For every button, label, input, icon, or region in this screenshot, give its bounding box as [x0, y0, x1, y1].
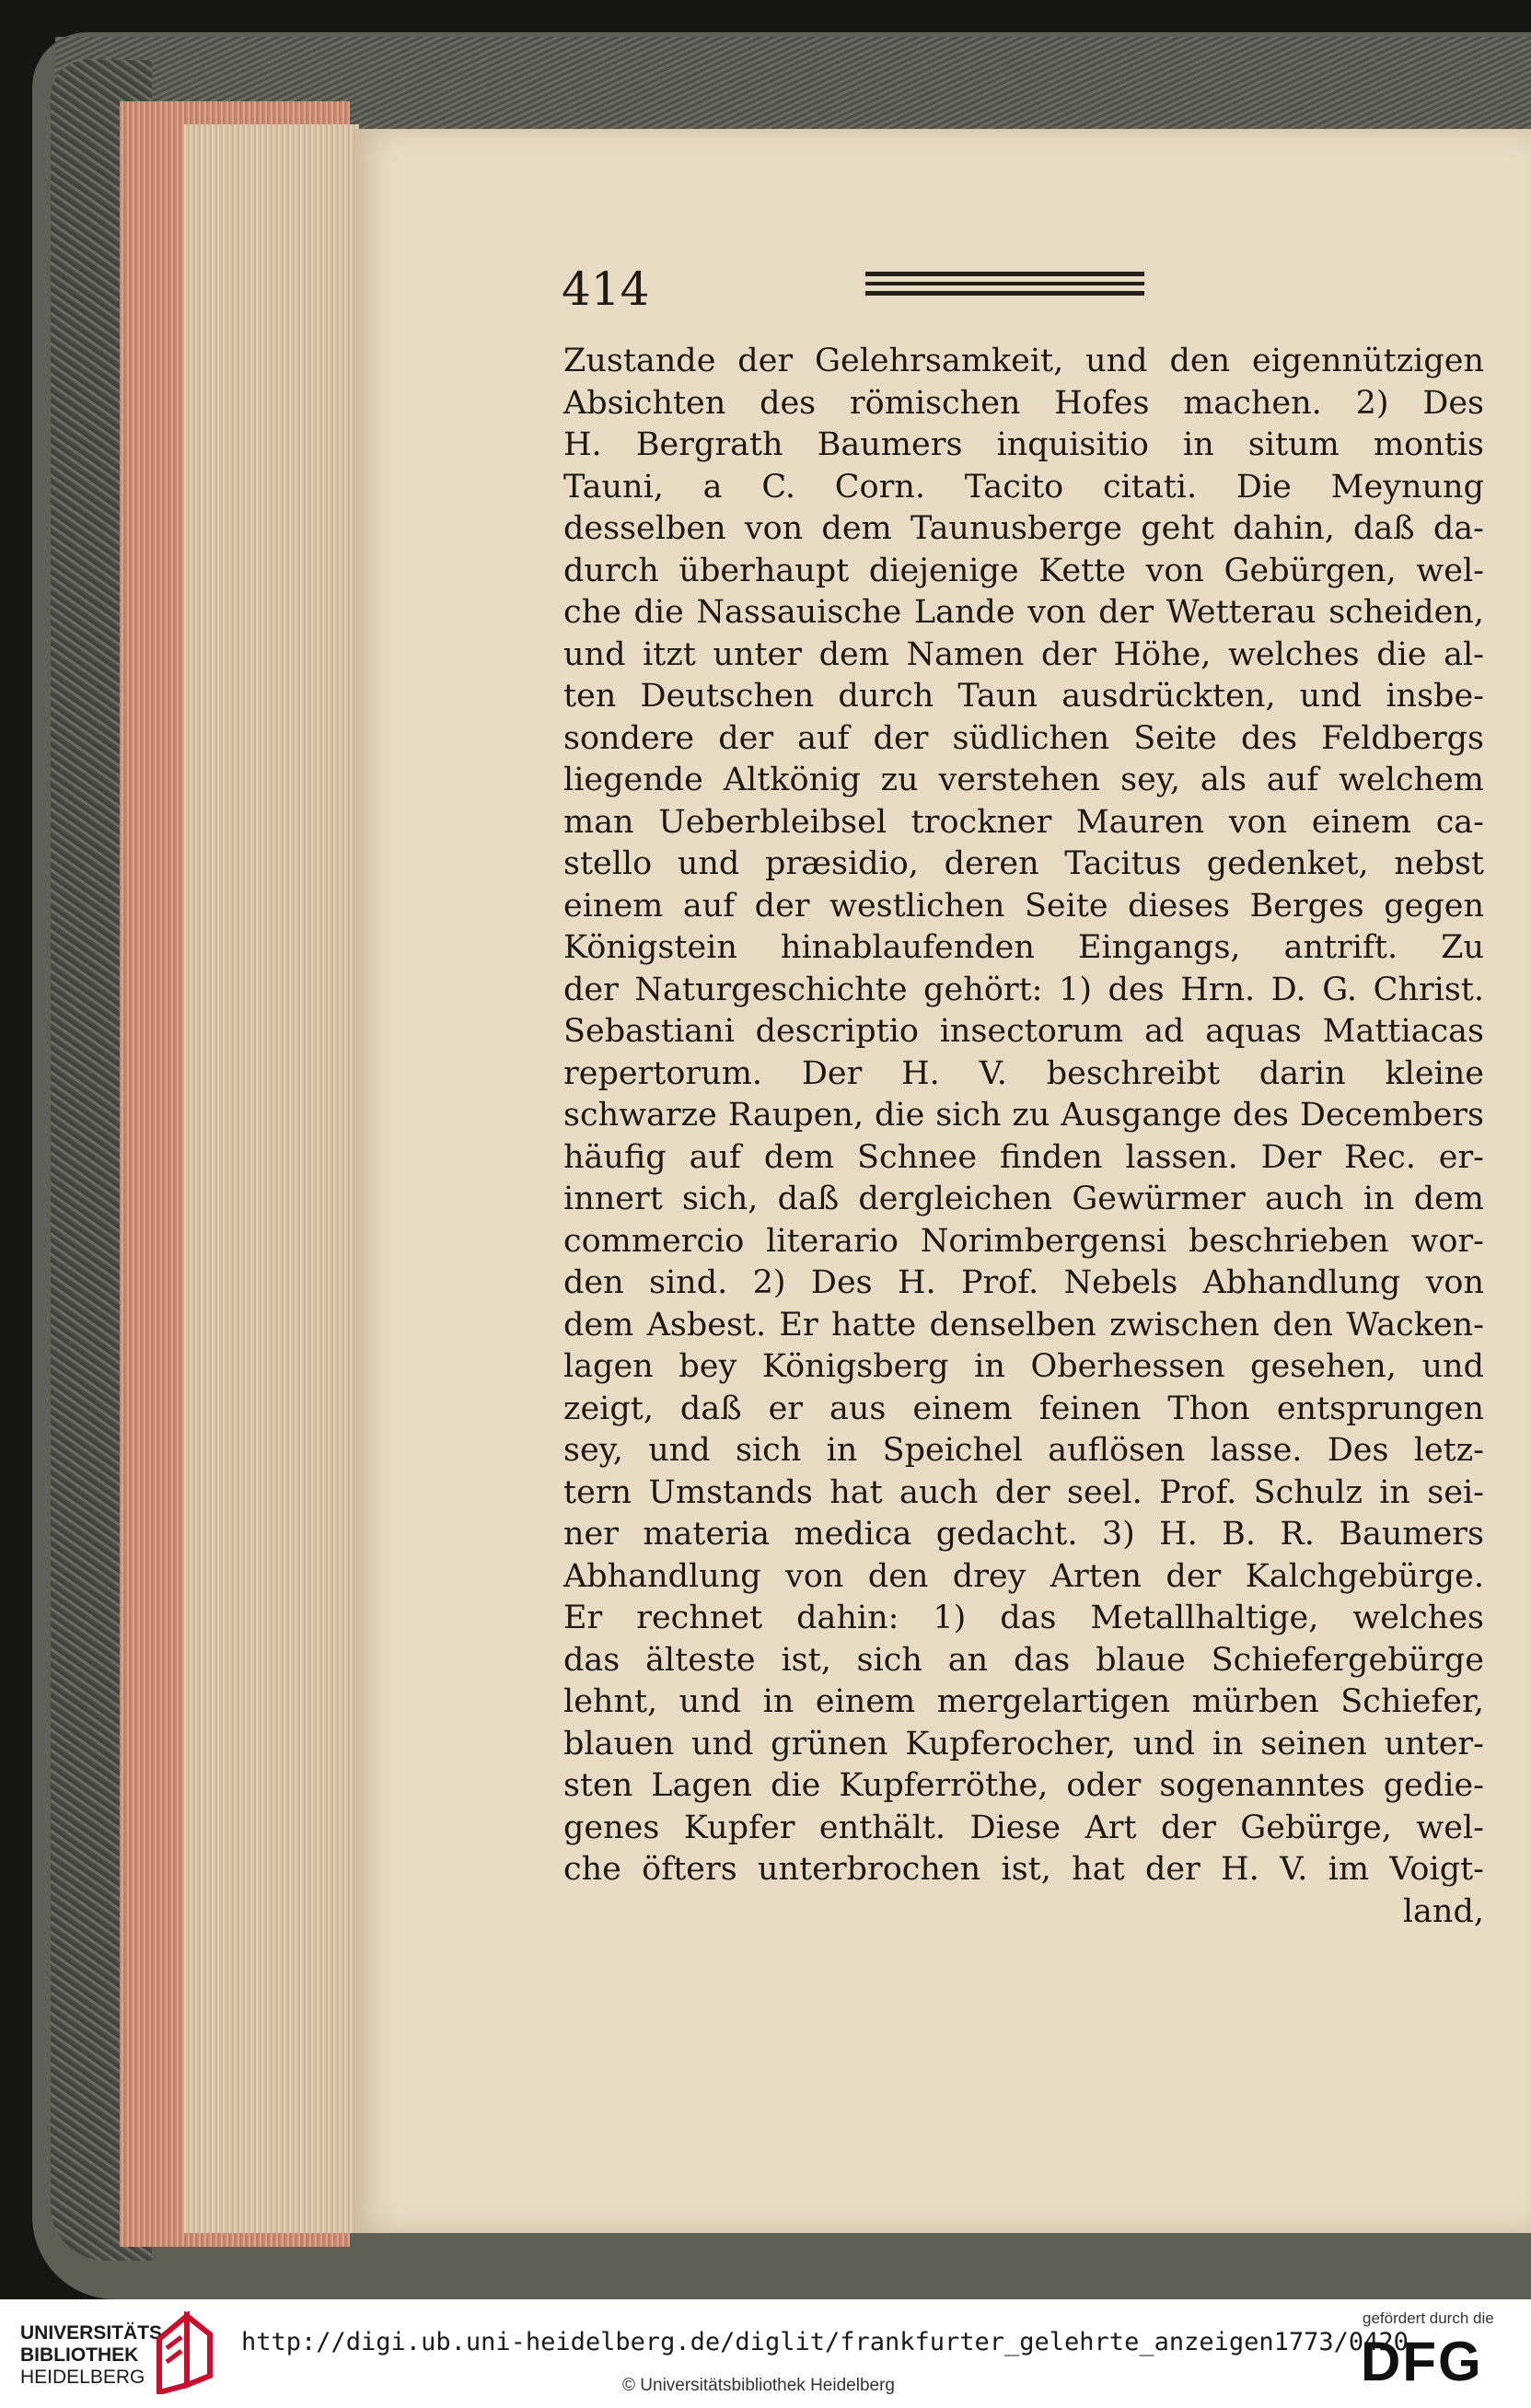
- logo-line: HEIDELBERG: [20, 2367, 145, 2388]
- text-line: man Ueberbleibsel trockner Mauren von einem ca-: [563, 803, 1484, 841]
- text-line: commercio literario Norimbergensi beschrieben wor-: [563, 1222, 1484, 1260]
- text-line: ten Deutschen durch Taun ausdrückten, und insbe-: [563, 678, 1484, 715]
- text-line: lagen bey Königsberg in Oberhessen gesehen, und: [563, 1348, 1484, 1385]
- text-line: zeigt, daß er aus einem feinen Thon entsprungen: [563, 1390, 1484, 1427]
- text-line: lehnt, und in einem mergelartigen mürben Schiefer,: [563, 1683, 1484, 1720]
- text-line: stello und præsidio, deren Tacitus gedenket, nebst: [563, 845, 1484, 882]
- text-line: einem auf der westlichen Seite dieses Berges gegen: [563, 887, 1484, 925]
- text-line: H. Bergrath Baumers inquisitio in situm montis: [563, 426, 1484, 463]
- text-line: Abhandlung von den drey Arten der Kalchgebürge.: [563, 1557, 1484, 1595]
- page-text: [563, 341, 1484, 1961]
- text-line: genes Kupfer enthält. Diese Art der Gebürge, wel-: [563, 1809, 1484, 1846]
- text-line: häufig auf dem Schnee finden lassen. Der Rec. er-: [563, 1138, 1484, 1176]
- text-line: Er rechnet dahin: 1) das Metallhaltige, welches: [563, 1600, 1484, 1636]
- text-line: ner materia medica gedacht. 3) H. B. R. Baumers: [563, 1516, 1484, 1553]
- text-line: sey, und sich in Speichel auflösen lasse. Des letz-: [563, 1432, 1484, 1469]
- text-line: das älteste ist, sich an das blaue Schiefergebürge: [563, 1641, 1484, 1679]
- funded-by-label: gefördert durch die: [1363, 2309, 1494, 2327]
- text-line: dem Asbest. Er hatte denselben zwischen den Wacken-: [563, 1306, 1484, 1344]
- text-line: liegende Altkönig zu verstehen sey, als auf welchem: [563, 762, 1484, 798]
- library-logo-icon: [150, 2311, 215, 2394]
- text-line: den sind. 2) Des H. Prof. Nebels Abhandlung von: [563, 1264, 1484, 1301]
- text-line: che öfters unterbrochen ist, hat der H. V. im Voigt-: [563, 1851, 1484, 1888]
- logo-line: UNIVERSITÄTS-: [20, 2322, 169, 2344]
- text-line: schwarze Raupen, die sich zu Ausgange des Decembers: [563, 1097, 1484, 1134]
- text-line: der Naturgeschichte gehört: 1) des Hrn. D. G. Christ.: [563, 971, 1484, 1008]
- text-line: Sebastiani descriptio insectorum ad aquas Mattiacas: [563, 1013, 1484, 1050]
- page-edges: [184, 124, 359, 2233]
- text-line: sondere der auf der südlichen Seite des Feldbergs: [563, 719, 1484, 757]
- dfg-logo: DFG: [1361, 2331, 1483, 2392]
- text-line: sten Lagen die Kupferröthe, oder sogenanntes gedie-: [563, 1767, 1484, 1804]
- source-url-link[interactable]: http://digi.ub.uni-heidelberg.de/diglit/frankfurter_gelehrte_anzeigen1773/0420: [241, 2328, 1409, 2356]
- text-line: Absichten des römischen Hofes machen. 2) Des: [563, 384, 1484, 422]
- text-line: che die Nassauische Lande von der Wetterau scheiden,: [563, 594, 1484, 631]
- header-rule: [865, 272, 1144, 296]
- text-line: Zustande der Gelehrsamkeit, und den eigennützigen: [563, 343, 1484, 379]
- copyright-notice: © Universitätsbibliothek Heidelberg: [622, 2376, 895, 2395]
- text-line: desselben von dem Taunusberge geht dahin, daß da-: [563, 510, 1484, 547]
- text-line: repertorum. Der H. V. beschreibt darin kleine: [563, 1054, 1484, 1092]
- text-line: innert sich, daß dergleichen Gewürmer auch in dem: [563, 1181, 1484, 1217]
- text-line: blauen und grünen Kupferocher, und in seinen unter-: [563, 1725, 1484, 1762]
- page-number: 414: [562, 262, 650, 316]
- text-line: Königstein hinablaufenden Eingangs, antrift. Zu: [563, 929, 1484, 966]
- library-logo-text: [20, 2322, 168, 2389]
- text-line: tern Umstands hat auch der seel. Prof. Schulz in sei-: [563, 1473, 1484, 1511]
- catchword: land,: [1402, 1892, 1484, 1930]
- text-line: Tauni, a C. Corn. Tacito citati. Die Meynung: [563, 468, 1484, 506]
- page-header: [562, 262, 1482, 318]
- logo-line: BIBLIOTHEK: [20, 2344, 139, 2366]
- text-line: durch überhaupt diejenige Kette von Gebürgen, wel-: [563, 552, 1484, 589]
- text-line: und itzt unter dem Namen der Höhe, welches die al-: [563, 635, 1484, 673]
